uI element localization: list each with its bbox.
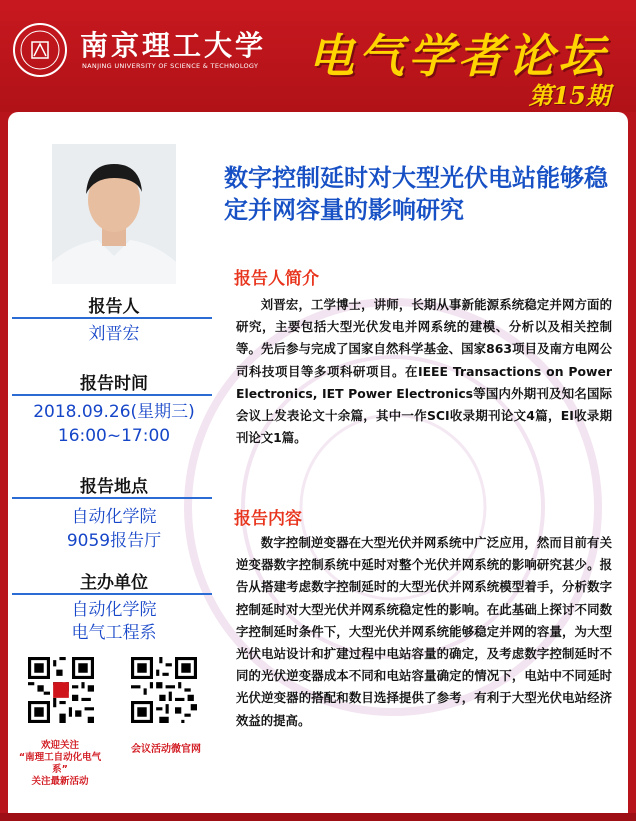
microsite-qr-code[interactable] <box>131 657 197 723</box>
wechat-qr-code[interactable] <box>28 657 94 723</box>
university-name-cn: 南京理工大学 <box>80 29 267 62</box>
university-seal-logo <box>12 22 68 78</box>
place-line-2: 9059报告厅 <box>66 531 162 551</box>
host-line-1: 自动化学院 <box>71 600 157 620</box>
talk-date: 2018.09.26(星期三) <box>33 402 195 422</box>
abstract-heading: 报告内容 <box>234 509 302 529</box>
bottom-border <box>0 813 636 821</box>
speaker-name: 刘晋宏 <box>88 324 140 344</box>
issue-number: 第15期 <box>528 81 610 110</box>
talk-time: 16:00~17:00 <box>57 426 171 446</box>
abstract-text: 数字控制逆变器在大型光伏并网系统中广泛应用，然而目前有关逆变器数字控制系统中延时对整个光伏并网系统的影响研究甚少。报告从搭建考虑数字控制延时的大型光伏并网系统模型着手，分析数字控制延时对大型光伏并网系统稳定性的影响。在此基础上探讨不同数字控制延时条件下，大型光伏并网系统能够稳定并网的容量，为大型光伏电站设计和扩建过程中电站容量的确定，及考虑数字控制延时不同的光伏逆变器成本不同和电站容量确定的情况下，电站中不同延时光伏逆变器的搭配和数目选择提供了参考，有利于大型光伏电站经济效益的提高。 <box>236 535 612 728</box>
speaker-label: 报告人 <box>88 297 140 317</box>
divider <box>12 317 212 319</box>
host-line-2: 电气工程系 <box>71 623 157 643</box>
talk-title: 数字控制延时对大型光伏电站能够稳定并网容量的影响研究 <box>224 164 608 224</box>
qr-caption-follow: 欢迎关注 “南理工自动化电气系” 关注最新活动 <box>18 740 102 787</box>
divider <box>12 593 212 595</box>
bio-text: 刘晋宏，工学博士，讲师，长期从事新能源系统稳定并网方面的研究，主要包括大型光伏发电并网系统的建模、分析以及相关控制等。先后参与完成了国家自然科学基金、国家863项目及南方电网公司科技项目等多项科研项目。在IEEE Transactions on Power Electronics, IET Power Electronics等国内外期刊及知名国际会议上发表论文十余篇，其中一作SCI收录期刊论文4篇，EI收录期刊论文1篇。 <box>236 297 612 446</box>
time-label: 报告时间 <box>80 374 148 394</box>
divider <box>12 394 212 396</box>
forum-title: 电气学者论坛 <box>308 29 608 83</box>
qr-caption-microsite: 会议活动微官网 <box>131 744 201 755</box>
poster-body <box>8 112 628 813</box>
place-label: 报告地点 <box>80 477 148 497</box>
header <box>0 0 636 112</box>
host-label: 主办单位 <box>80 573 148 593</box>
divider <box>12 497 212 499</box>
info-sidebar <box>8 112 220 813</box>
speaker-photo <box>52 144 176 284</box>
university-name-en: NANJING UNIVERSITY OF SCIENCE & TECHNOLOGY <box>82 62 259 70</box>
place-line-1: 自动化学院 <box>71 507 157 527</box>
bio-heading: 报告人简介 <box>234 269 319 289</box>
